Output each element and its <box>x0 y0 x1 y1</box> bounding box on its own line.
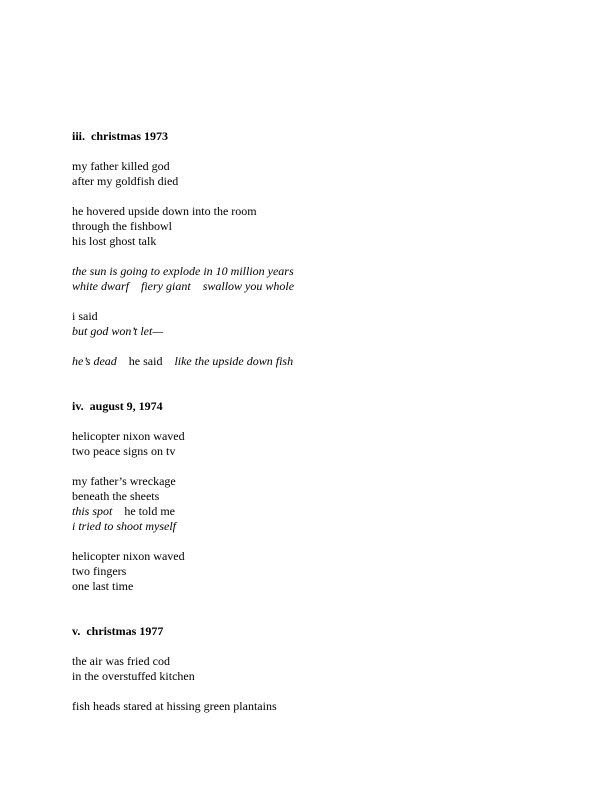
blank-line <box>72 684 294 699</box>
poem-segment: my father’s wreckage <box>72 474 176 488</box>
poem-line <box>72 549 294 564</box>
poem-line <box>72 204 294 219</box>
blank-line <box>72 609 294 624</box>
blank-line <box>72 459 294 474</box>
poem-line <box>72 669 294 684</box>
poem-segment: his lost ghost talk <box>72 234 157 248</box>
poem-segment: fiery giant <box>141 279 191 293</box>
section-heading: iii. christmas 1973 <box>72 129 168 143</box>
poem-line <box>72 564 294 579</box>
blank-line <box>72 414 294 429</box>
poem-segment: i said <box>72 309 98 323</box>
poem-segment: two peace signs on tv <box>72 444 176 458</box>
poem-segment: my father killed god <box>72 159 170 173</box>
blank-line <box>72 534 294 549</box>
poem-line <box>72 234 294 249</box>
poem-line <box>72 519 294 534</box>
blank-line <box>72 189 294 204</box>
blank-line <box>72 639 294 654</box>
poem-line <box>72 699 294 714</box>
poem-segment: helicopter nixon waved <box>72 429 185 443</box>
poem-segment: the air was fried cod <box>72 654 170 668</box>
poem-segment: he’s dead <box>72 354 117 368</box>
poem-segment: beneath the sheets <box>72 489 160 503</box>
poem-segment: swallow you whole <box>202 279 295 293</box>
poem-segment: white dwarf <box>72 279 130 293</box>
poem-line <box>72 489 294 504</box>
poem-line <box>72 159 294 174</box>
poem-segment: the sun is going to explode in 10 million years <box>72 264 294 278</box>
poem-segment: after my goldfish died <box>72 174 179 188</box>
poem-line <box>72 309 294 324</box>
poem-segment: like the upside down fish <box>174 354 294 368</box>
blank-line <box>72 594 294 609</box>
poem-segment: he said <box>128 354 163 368</box>
poem-segment: two fingers <box>72 564 127 578</box>
poem-line <box>72 504 294 519</box>
poem-segment: fish heads stared at hissing green plantains <box>72 699 277 713</box>
poem-segment: one last time <box>72 579 134 593</box>
section-heading: v. christmas 1977 <box>72 624 164 638</box>
poem-line <box>72 324 294 339</box>
poem-line <box>72 444 294 459</box>
blank-line <box>72 369 294 384</box>
poem-segment: helicopter nixon waved <box>72 549 185 563</box>
poem-segment: but god won’t let— <box>72 324 164 338</box>
poem-segment: i tried to shoot myself <box>72 519 176 533</box>
poem-segment: he hovered upside down into the room <box>72 204 257 218</box>
poem-segment: he told me <box>124 504 175 518</box>
blank-line <box>72 339 294 354</box>
blank-line <box>72 144 294 159</box>
poem-line <box>72 219 294 234</box>
poem-body <box>72 129 294 714</box>
poem-segment: this spot <box>72 504 113 518</box>
poem-line <box>72 354 294 369</box>
poem-line <box>72 654 294 669</box>
poem-segment: through the fishbowl <box>72 219 172 233</box>
poem-line <box>72 429 294 444</box>
blank-line <box>72 384 294 399</box>
section-heading: iv. august 9, 1974 <box>72 399 163 413</box>
poem-line <box>72 174 294 189</box>
blank-line <box>72 249 294 264</box>
poem-line <box>72 474 294 489</box>
poem-segment: in the overstuffed kitchen <box>72 669 195 683</box>
blank-line <box>72 294 294 309</box>
poem-line <box>72 279 294 294</box>
poem-line <box>72 264 294 279</box>
poem-line <box>72 579 294 594</box>
